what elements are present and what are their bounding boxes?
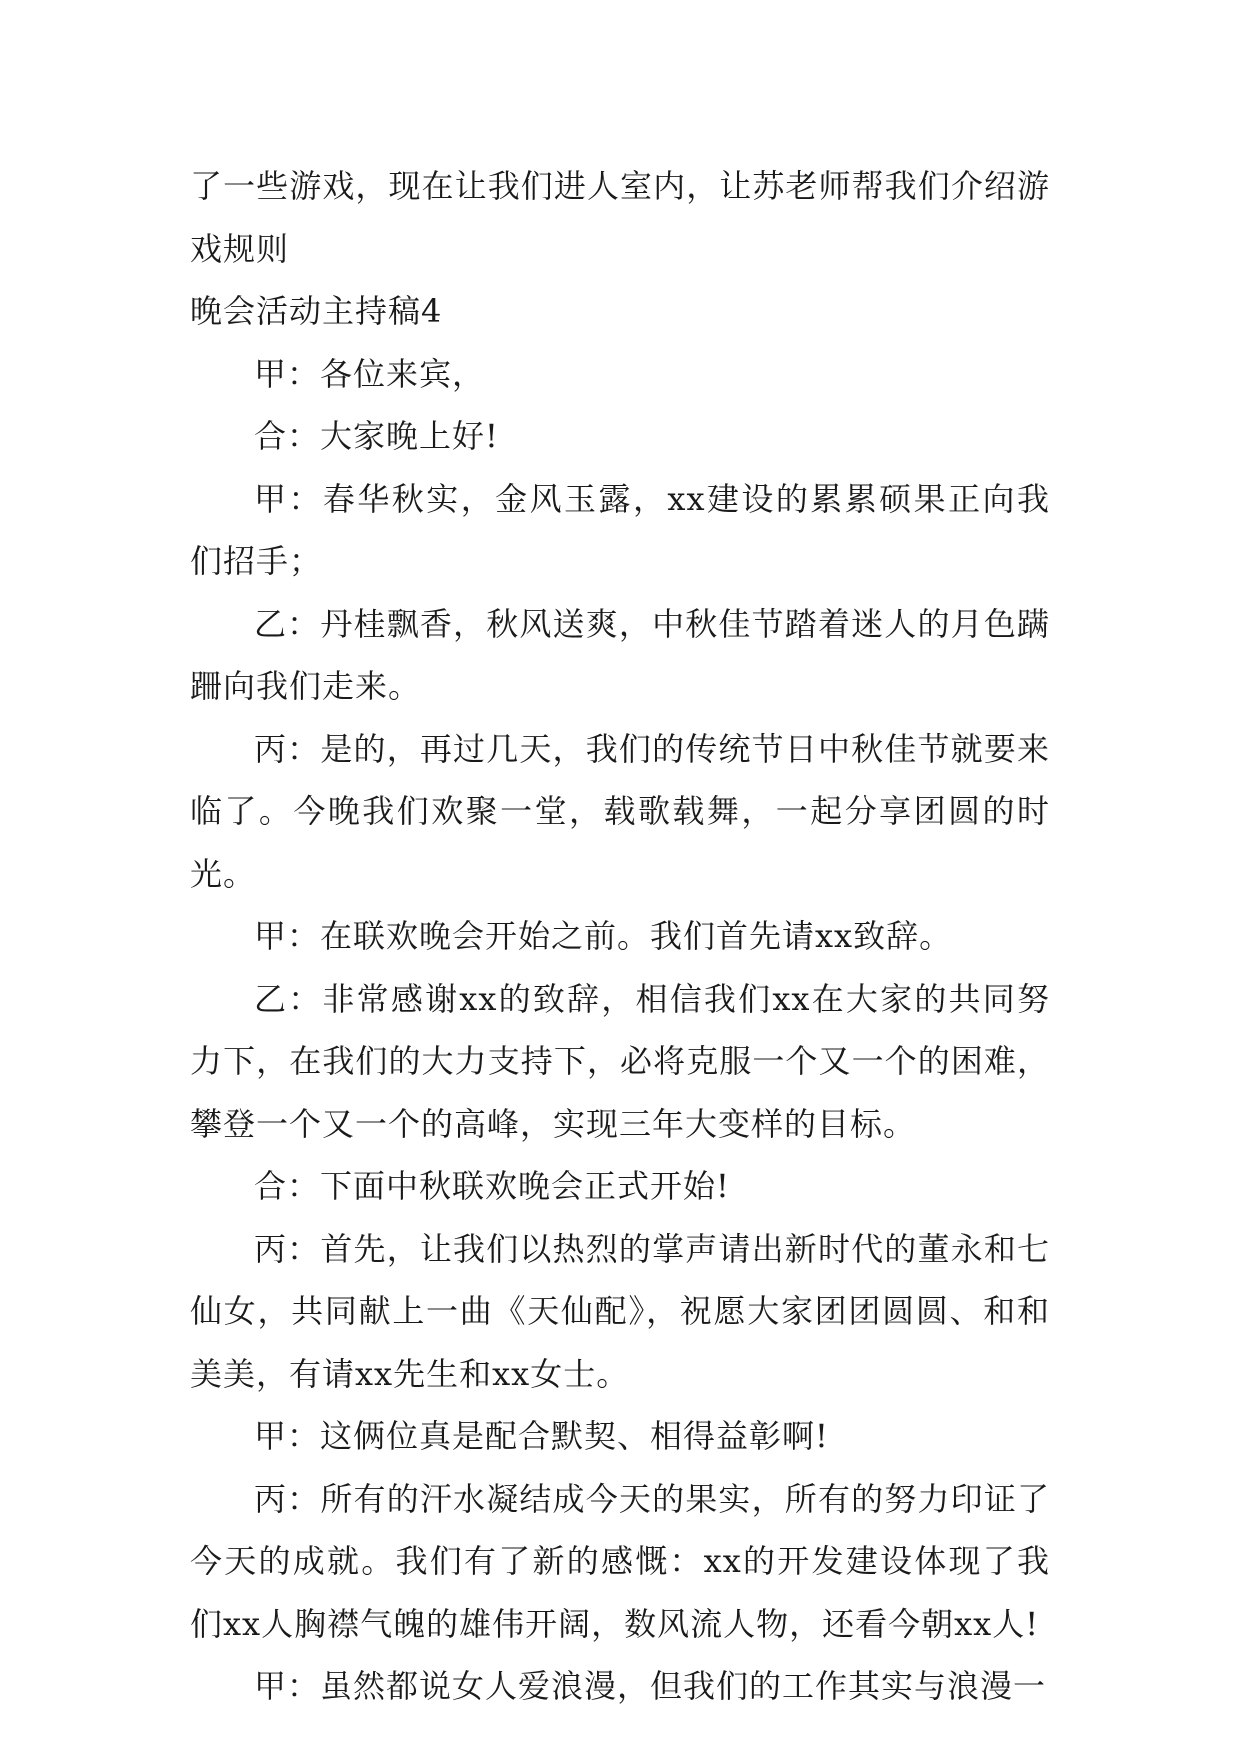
paragraph: 丙：所有的汗水凝结成今天的果实，所有的努力印证了今天的成就。我们有了新的感慨：xx的开发建设体现了我们xx人胸襟气魄的雄伟开阔，数风流人物，还看今朝xx人! [190, 1479, 1050, 1643]
paragraph: 甲：这俩位真是配合默契、相得益彰啊! [254, 1417, 829, 1455]
paragraph: 了一些游戏，现在让我们进人室内，让苏老师帮我们介绍游戏规则 [190, 167, 1050, 268]
paragraph: 合：大家晚上好! [254, 417, 499, 455]
paragraph: 丙：是的，再过几天，我们的传统节日中秋佳节就要来临了。今晚我们欢聚一堂，载歌载舞，一起分享团圆的时光。 [190, 729, 1050, 893]
paragraph: 甲：各位来宾， [254, 354, 486, 393]
paragraph: 合：下面中秋联欢晚会正式开始! [254, 1167, 730, 1205]
paragraph: 丙：首先，让我们以热烈的掌声请出新时代的董永和七仙女，共同献上一曲《天仙配》，祝愿大家团团圆圆、和和美美，有请xx先生和xx女士。 [190, 1229, 1050, 1393]
paragraph: 甲：在联欢晚会开始之前。我们首先请xx致辞。 [254, 917, 953, 955]
document-body [190, 155, 1050, 1718]
paragraph: 甲：虽然都说女人爱浪漫，但我们的工作其实与浪漫一 [254, 1667, 1047, 1705]
section-heading: 晚会活动主持稿4 [190, 292, 443, 330]
paragraph: 甲：春华秋实，金风玉露，xx建设的累累硕果正向我们招手； [190, 479, 1050, 580]
paragraph: 乙：非常感谢xx的致辞，相信我们xx在大家的共同努力下，在我们的大力支持下，必将克服一个又一个的困难，攀登一个又一个的高峰，实现三年大变样的目标。 [190, 979, 1050, 1143]
paragraph: 乙：丹桂飘香，秋风送爽，中秋佳节踏着迷人的月色蹒跚向我们走来。 [190, 604, 1050, 705]
